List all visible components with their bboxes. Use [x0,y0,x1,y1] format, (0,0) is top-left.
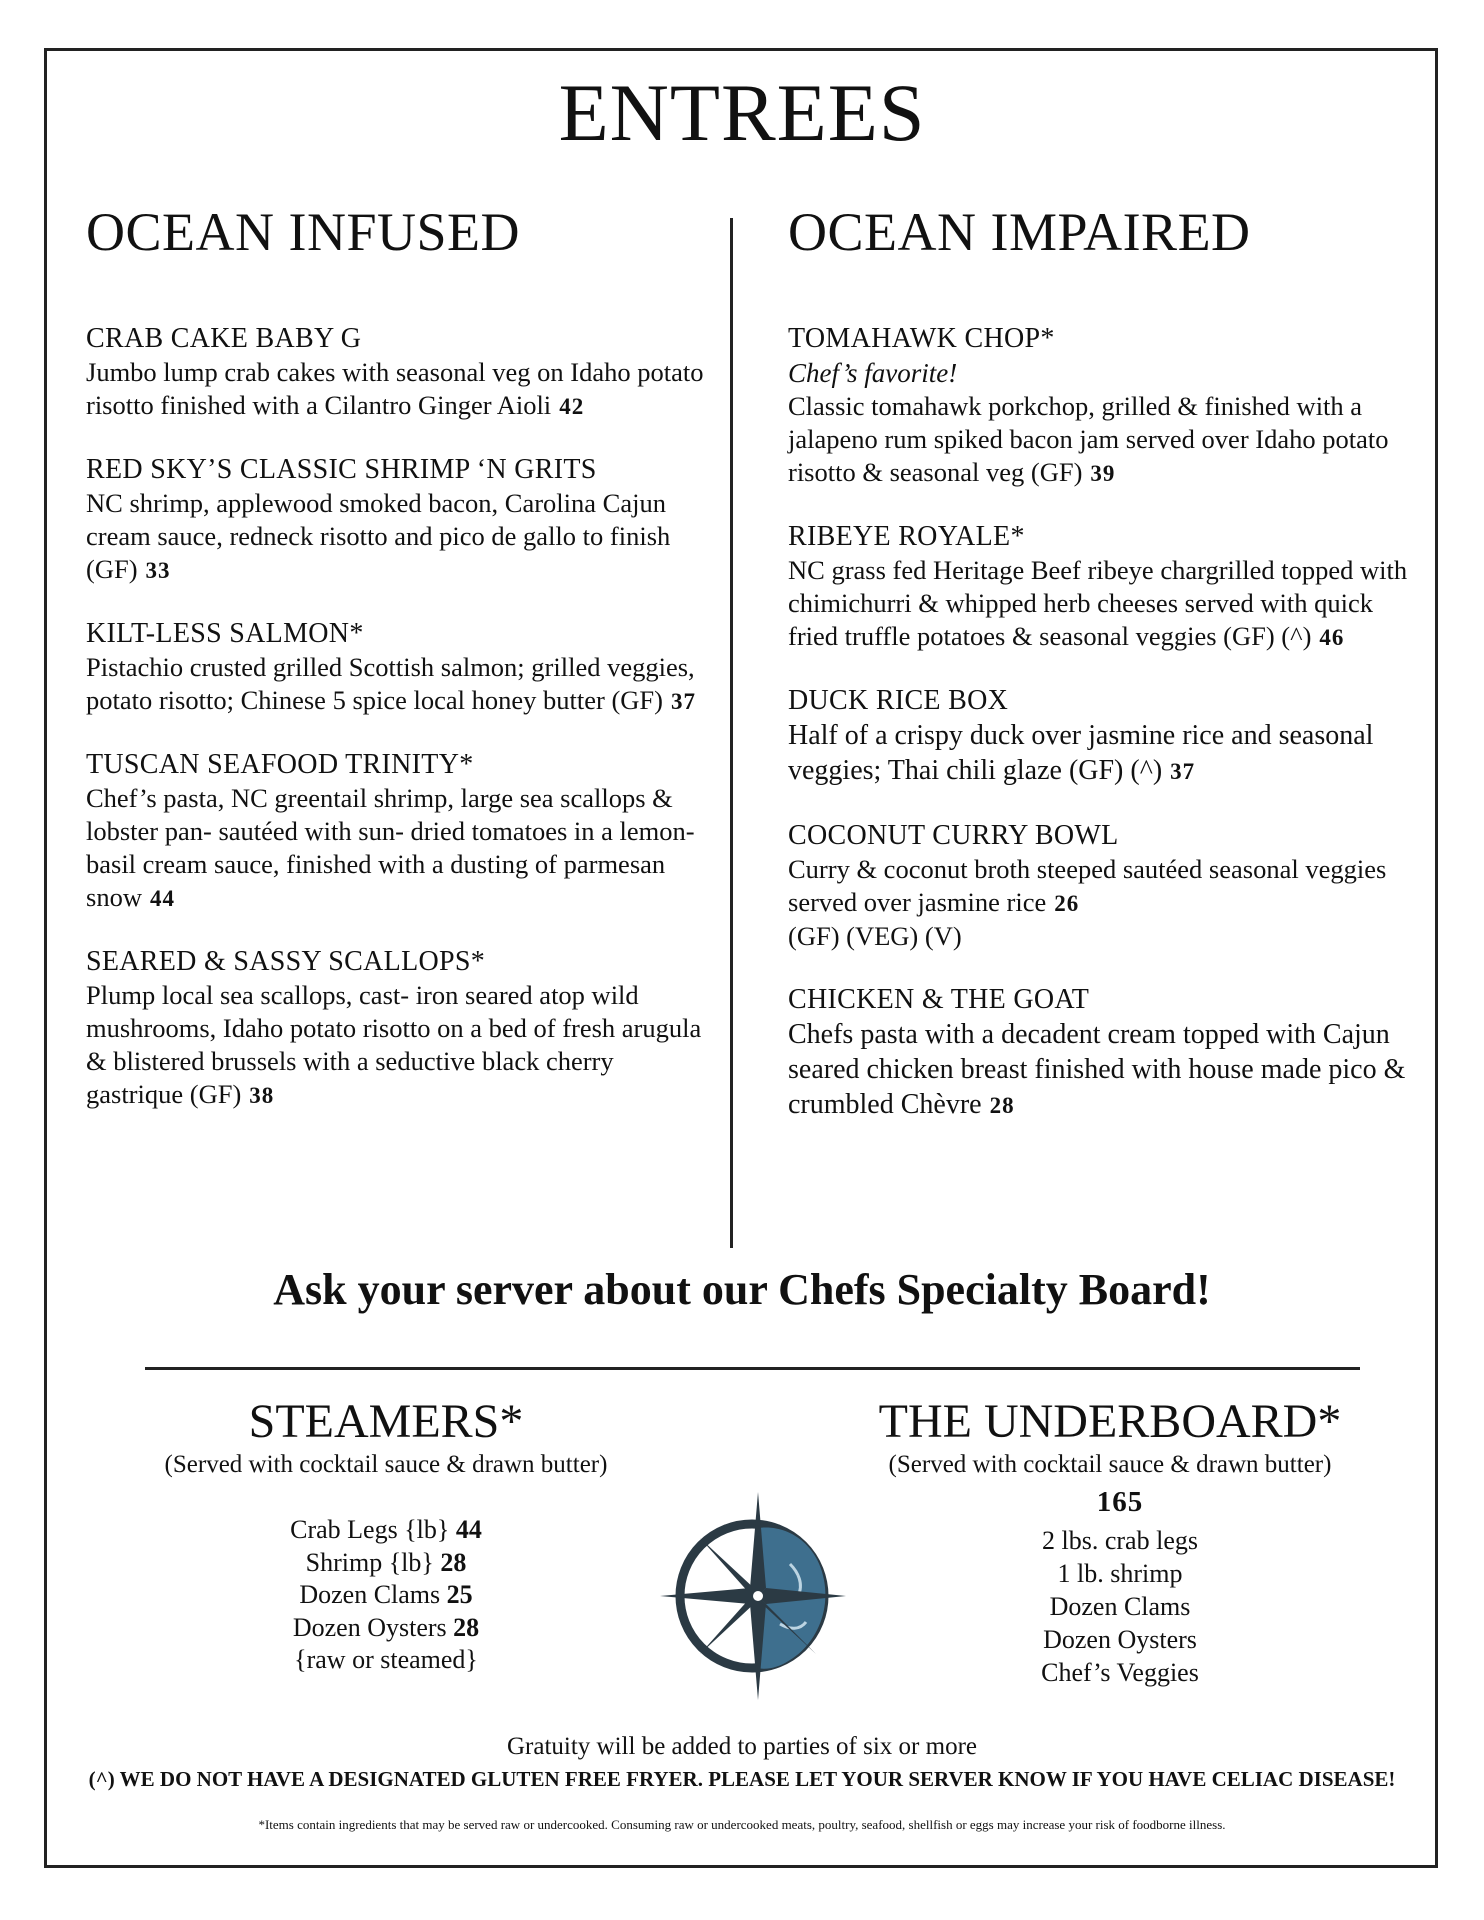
item-description-text: Chefs pasta with a decadent cream topped with Cajun seared chicken breast finished with house made pico & crumbled Chèvre [788,1019,1406,1120]
list-item [186,1612,586,1645]
item-description [86,651,706,718]
item-price: 46 [1319,625,1345,650]
steamers-heading: STEAMERS* [248,1395,524,1448]
steamer-price: 44 [455,1515,482,1544]
list-item: 2 lbs. crab legs [1042,1526,1198,1555]
item-name: SEARED & SASSY SCALLOPS* [86,946,486,977]
column-divider [730,218,733,1248]
item-description [788,853,1408,920]
item-description [86,487,706,587]
item-description [788,554,1408,654]
steamer-price: 25 [446,1580,473,1609]
item-description [788,718,1408,789]
item-name: TOMAHAWK CHOP* [788,323,1055,354]
steamers-note: {raw or steamed} [294,1645,478,1674]
item-name: COCONUT CURRY BOWL [788,820,1119,851]
item-description-text: Jumbo lump crab cakes with seasonal veg on Idaho potato risotto finished with a Cilantro Ginger Aioli [86,357,704,420]
item-name: CHICKEN & THE GOAT [788,984,1090,1015]
item-price: 28 [989,1093,1015,1118]
gratuity-notice: Gratuity will be added to parties of six or more [506,1733,978,1760]
gluten-free-warning: (^) WE DO NOT HAVE A DESIGNATED GLUTEN FREE FRYER. PLEASE LET YOUR SERVER KNOW IF YOU HAVE CELIAC DISEASE! [88,1767,1396,1791]
compass-rose-logo-icon [640,1484,860,1704]
item-description-text: Pistachio crusted grilled Scottish salmon; grilled veggies, potato risotto; Chinese 5 spice local honey butter (GF) [86,652,695,715]
item-name: TUSCAN SEAFOOD TRINITY* [86,749,474,780]
menu-item-salmon [86,617,706,718]
item-description [788,390,1408,490]
underboard-list [930,1524,1310,1689]
item-price: 42 [559,394,585,419]
steamer-name: Dozen Oysters [292,1612,447,1642]
item-price: 44 [149,886,175,911]
menu-item-coconut-curry [788,819,1408,953]
item-name: CRAB CAKE BABY G [86,323,362,354]
page-title: ENTREES [558,67,926,158]
item-diet-tags: (GF) (VEG) (V) [788,921,962,951]
steamer-price: 28 [453,1612,480,1642]
item-price: 38 [249,1083,275,1108]
item-price: 39 [1090,461,1116,486]
steamer-name: Shrimp {lb} [305,1547,434,1577]
menu-item-scallops [86,945,706,1112]
item-description-text: Classic tomahawk porkchop, grilled & finished with a jalapeno rum spiked bacon jam served over Idaho potato risotto & seasonal veg (GF) [788,391,1389,487]
ocean-impaired-list [788,322,1408,1153]
steamer-price: 28 [440,1547,467,1577]
item-description-text: NC shrimp, applewood smoked bacon, Carolina Cajun cream sauce, redneck risotto and pico de gallo to finish (GF) [86,488,671,584]
underboard-subtitle: (Served with cocktail sauce & drawn butter) [888,1451,1332,1478]
item-note: Chef’s favorite! [788,358,958,388]
menu-item-crab-cake [86,322,706,423]
item-description-text: NC grass fed Heritage Beef ribeye chargrilled topped with chimichurri & whipped herb cheeses served with quick fried truffle potatoes & seasonal veggies (GF) (^) [788,555,1408,651]
item-name: RED SKY’S CLASSIC SHRIMP ‘N GRITS [86,454,597,485]
item-price: 33 [145,558,171,583]
steamers-subtitle: (Served with cocktail sauce & drawn butter) [164,1451,608,1478]
item-description [86,782,706,915]
list-item [186,1579,586,1612]
specialty-board-promo: Ask your server about our Chefs Specialty Board! [273,1265,1211,1314]
steamers-list [186,1514,586,1677]
list-item [186,1514,586,1547]
ocean-infused-heading: OCEAN INFUSED [86,202,521,262]
menu-item-ribeye [788,520,1408,654]
ocean-impaired-heading: OCEAN IMPAIRED [788,202,1251,262]
underboard-price: 165 [1096,1486,1144,1518]
menu-item-seafood-trinity [86,748,706,915]
ocean-infused-list [86,322,706,1142]
item-description-text: Curry & coconut broth steeped sautéed seasonal veggies served over jasmine rice [788,854,1387,917]
item-description-text: Half of a crispy duck over jasmine rice and seasonal veggies; Thai chili glaze (GF) (^) [788,720,1374,786]
item-description [788,1017,1408,1123]
raw-food-disclaimer: *Items contain ingredients that may be served raw or undercooked. Consuming raw or undercooked meats, poultry, seafood, shellfish or eggs may increase your risk of foodborne illness. [258,1817,1226,1832]
section-divider [145,1367,1360,1370]
list-item: 1 lb. shrimp [1057,1559,1183,1588]
list-item: Dozen Clams [1049,1592,1191,1621]
list-item: Chef’s Veggies [1041,1658,1199,1687]
steamer-name: Crab Legs {lb} [290,1515,450,1544]
list-item: Dozen Oysters [1043,1625,1197,1654]
list-item [186,1547,586,1580]
item-description-text: Chef’s pasta, NC greentail shrimp, large sea scallops & lobster pan- sautéed with sun- dried tomatoes in a lemon- basil cream sauce, finished with a dusting of parmesan snow [86,783,695,912]
underboard-heading: THE UNDERBOARD* [878,1395,1342,1448]
item-price: 37 [671,689,696,714]
item-description-text: Plump local sea scallops, cast- iron seared atop wild mushrooms, Idaho potato risotto on a bed of fresh arugula & blistered brussels with a seductive black cherry gastrique (GF) [86,980,702,1109]
menu-item-duck-rice-box [788,684,1408,789]
steamer-name: Dozen Clams [299,1580,441,1609]
item-name: DUCK RICE BOX [788,685,1009,716]
menu-item-shrimp-grits [86,453,706,587]
item-price: 26 [1054,891,1080,916]
item-name: KILT-LESS SALMON* [86,618,364,649]
item-name: RIBEYE ROYALE* [788,521,1025,552]
menu-item-tomahawk-chop [788,322,1408,490]
item-description [86,979,706,1112]
item-description [86,356,706,423]
item-price: 37 [1170,759,1196,784]
menu-item-chicken-goat [788,983,1408,1123]
